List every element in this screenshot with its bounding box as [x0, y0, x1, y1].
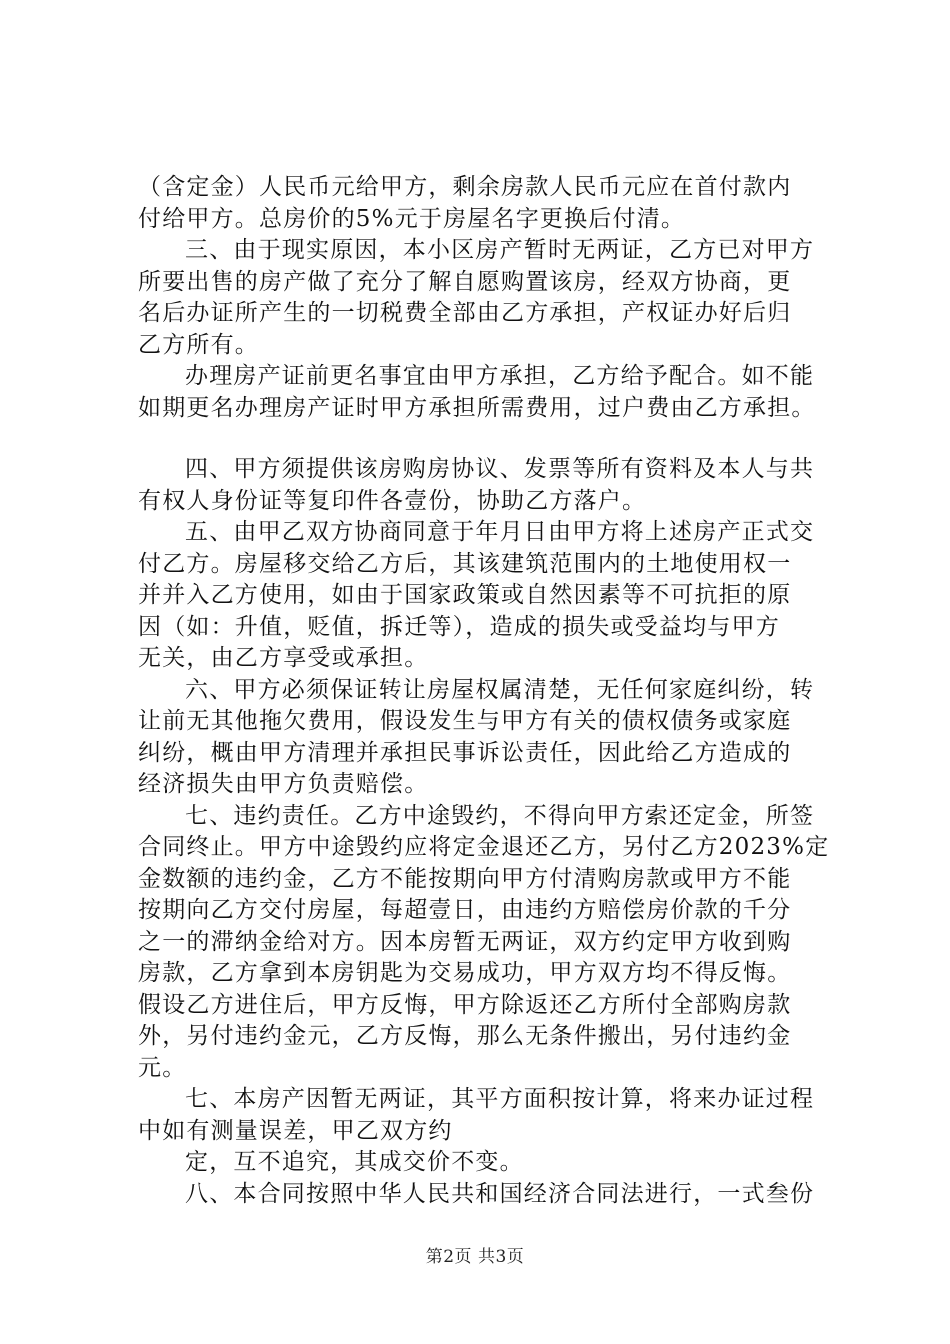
- text-line: 纠纷，概由甲方清理并承担民事诉讼责任，因此给乙方造成的: [138, 739, 792, 766]
- text-line: 中如有测量误差，甲乙双方约: [138, 1117, 453, 1144]
- contract-body: [138, 172, 838, 1210]
- text-line: 无关，由乙方享受或承担。: [138, 645, 429, 671]
- page-number-footer: 第2页 共3页: [425, 1247, 525, 1267]
- text-line: 并并入乙方使用，如由于国家政策或自然因素等不可抗拒的原: [138, 582, 792, 608]
- text-line: 让前无其他拖欠费用，假设发生与甲方有关的债权债务或家庭: [138, 708, 792, 734]
- text-line: 房款，乙方拿到本房钥匙为交易成功，甲方双方均不得反悔。: [138, 960, 792, 986]
- text-line: 之一的滞纳金给对方。因本房暂无两证，双方约定甲方收到购: [138, 928, 792, 955]
- text-line: 经济损失由甲方负责赔偿。: [138, 771, 429, 797]
- text-line: 所要出售的房产做了充分了解自愿购置该房，经双方协商，更: [138, 268, 792, 295]
- text-line: 按期向乙方交付房屋，每超壹日，由违约方赔偿房价款的千分: [138, 897, 792, 923]
- text-line: 定，互不追究，其成交价不变。: [185, 1149, 524, 1175]
- text-line: 有权人身份证等复印件各壹份，协助乙方落户。: [138, 487, 647, 514]
- text-line: 元。: [138, 1054, 187, 1081]
- text-line: 外，另付违约金元，乙方反悔，那么无条件搬出，另付违约金: [138, 1023, 792, 1049]
- text-line: 三、由于现实原因，本小区房产暂时无两证，乙方已对甲方: [185, 237, 815, 263]
- text-line: 金数额的违约金，乙方不能按期向甲方付清购房款或甲方不能: [138, 865, 792, 892]
- text-line: 七、违约责任。乙方中途毁约，不得向甲方索还定金，所签: [185, 802, 815, 829]
- text-line: 名后办证所产生的一切税费全部由乙方承担，产权证办好后归: [138, 300, 792, 326]
- text-line: 因（如：升值，贬值，拆迁等），造成的损失或受益均与甲方: [138, 613, 780, 640]
- text-line: 如期更名办理房产证时甲方承担所需费用，过户费由乙方承担。: [138, 394, 816, 421]
- text-line: 八、本合同按照中华人民共和国经济合同法进行，一式叁份: [185, 1180, 815, 1207]
- text-line: （含定金）人民币元给甲方，剩余房款人民币元应在首付款内: [138, 174, 792, 200]
- text-line: 四、甲方须提供该房购房协议、发票等所有资料及本人与共: [185, 456, 815, 482]
- paragraph-gap: [138, 424, 838, 454]
- text-line: 六、甲方必须保证转让房屋权属清楚，无任何家庭纠纷，转: [185, 676, 815, 703]
- text-line: 付乙方。房屋移交给乙方后，其该建筑范围内的土地使用权一: [138, 550, 792, 577]
- text-line: 办理房产证前更名事宜由甲方承担，乙方给予配合。如不能: [185, 363, 815, 389]
- text-line: 乙方所有。: [138, 331, 259, 358]
- text-line: 合同终止。甲方中途毁约应将定金退还乙方，另付乙方2023%定: [138, 834, 830, 860]
- text-line: 五、由甲乙双方协商同意于年月日由甲方将上述房产正式交: [185, 519, 815, 545]
- text-line: 假设乙方进住后，甲方反悔，甲方除返还乙方所付全部购房款: [138, 991, 792, 1018]
- text-line: 付给甲方。总房价的5%元于房屋名字更换后付清。: [138, 205, 686, 232]
- text-line: 七、本房产因暂无两证，其平方面积按计算，将来办证过程: [185, 1086, 815, 1112]
